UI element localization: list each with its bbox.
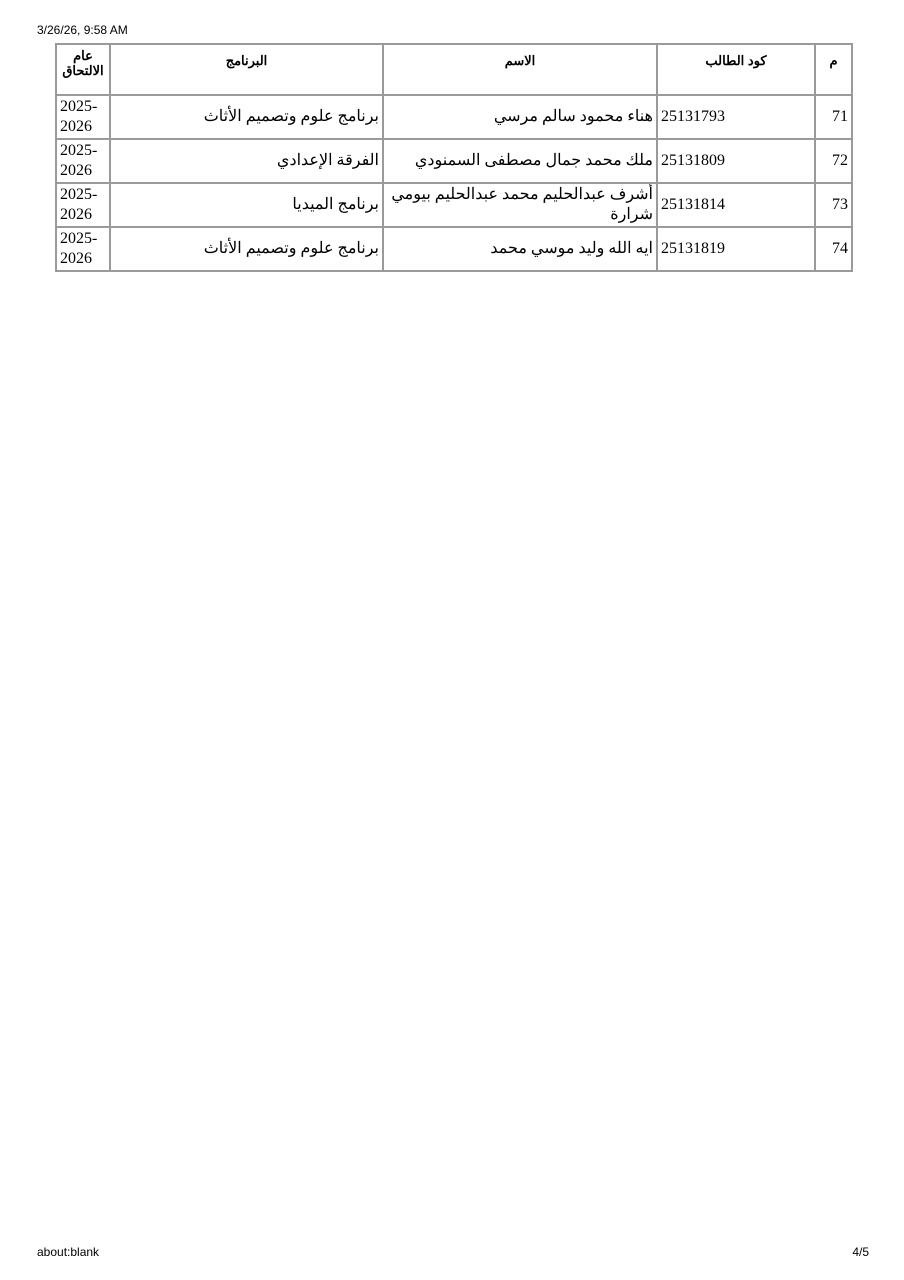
header-name: الاسم (383, 44, 657, 95)
enrollment-year: 2025-2026 (56, 183, 110, 227)
enrollment-year: 2025-2026 (56, 227, 110, 271)
print-datetime: 3/26/26, 9:58 AM (37, 23, 128, 37)
print-url: about:blank (37, 1245, 100, 1259)
row-num: 72 (815, 139, 852, 183)
table-row (56, 227, 852, 271)
student-table (55, 43, 853, 272)
student-code: 25131793 (657, 95, 815, 139)
row-num: 74 (815, 227, 852, 271)
table-row (56, 139, 852, 183)
student-name: ايه الله وليد موسي محمد (383, 227, 657, 271)
student-program: برنامج علوم وتصميم الأثاث (110, 227, 383, 271)
student-program: الفرقة الإعدادي (110, 139, 383, 183)
student-name: ملك محمد جمال مصطفى السمنودي (383, 139, 657, 183)
student-code: 25131814 (657, 183, 815, 227)
header-program: البرنامج (110, 44, 383, 95)
student-code: 25131819 (657, 227, 815, 271)
student-code: 25131809 (657, 139, 815, 183)
row-num: 73 (815, 183, 852, 227)
header-student-code: كود الطالب (657, 44, 815, 95)
enrollment-year: 2025-2026 (56, 139, 110, 183)
student-name: أشرف عبدالحليم محمد عبدالحليم بيومي شرارة (383, 183, 657, 227)
header-enrollment-year: عام الالتحاق (56, 44, 110, 95)
table-row (56, 95, 852, 139)
table-row (56, 183, 852, 227)
row-num: 71 (815, 95, 852, 139)
student-program: برنامج الميديا (110, 183, 383, 227)
enrollment-year: 2025-2026 (56, 95, 110, 139)
page-number: 4/5 (852, 1245, 869, 1259)
student-program: برنامج علوم وتصميم الأثاث (110, 95, 383, 139)
student-name: هناء محمود سالم مرسي (383, 95, 657, 139)
header-num: م (815, 44, 852, 95)
table-header-row (56, 44, 852, 95)
